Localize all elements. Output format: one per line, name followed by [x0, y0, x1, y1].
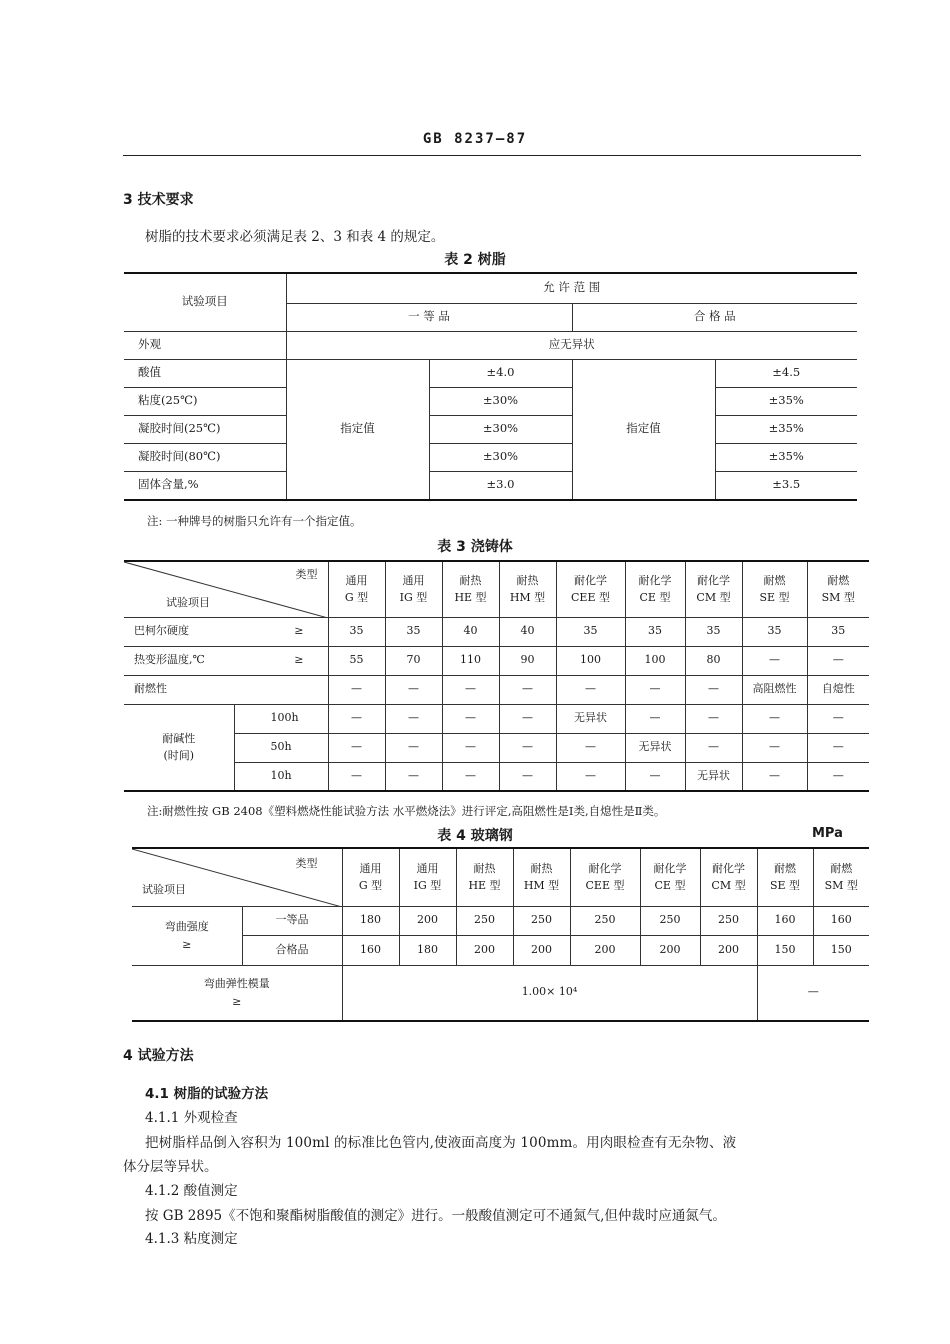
- t4-type: 耐化学 CE 型: [640, 848, 700, 906]
- t2-spec-1: 指定值: [286, 359, 429, 500]
- table-3-note: 注:耐燃性按 GB 2408《塑料燃烧性能试验方法 水平燃烧法》进行评定,高阻燃性是Ⅰ类,自熄性是Ⅱ类。: [147, 804, 666, 818]
- t3-cell: —: [385, 762, 442, 791]
- t3-cell: —: [442, 675, 499, 704]
- section-4-1-2-title: 4.1.2 酸值测定: [145, 1183, 238, 1199]
- t3-cell: —: [685, 704, 742, 733]
- t4-cell: 160: [813, 906, 869, 935]
- t3-cell: 自熄性: [807, 675, 869, 704]
- t3-cell: 35: [328, 617, 385, 646]
- t2-cell: ±4.5: [715, 359, 857, 387]
- t3-cell: —: [442, 733, 499, 762]
- header-rule: [123, 155, 861, 156]
- t2-cell: ±35%: [715, 415, 857, 443]
- t3-type: 耐热 HM 型: [499, 561, 556, 617]
- t2-cell: ±3.0: [429, 471, 572, 500]
- t4-type: 耐化学 CM 型: [700, 848, 757, 906]
- t4-diag-top: 类型: [295, 857, 318, 870]
- t3-cell: —: [499, 704, 556, 733]
- t3-cell: 35: [556, 617, 625, 646]
- t4-cell: 200: [640, 935, 700, 965]
- t2-cell: ±3.5: [715, 471, 857, 500]
- t2-cell: ±35%: [715, 443, 857, 471]
- t3-cell: 35: [625, 617, 685, 646]
- t2-grade-2: 合 格 品: [572, 303, 857, 331]
- t2-appearance-value: 应无异状: [286, 331, 857, 359]
- standard-code: GB 8237—87: [422, 131, 528, 147]
- t3-cell: 35: [742, 617, 807, 646]
- t4-modulus-value: 1.00× 10⁴: [342, 965, 757, 1021]
- t4-cell: 250: [700, 906, 757, 935]
- t4-type: 通用 IG 型: [399, 848, 456, 906]
- t3-cell: —: [685, 675, 742, 704]
- t3-cell: 100: [625, 646, 685, 675]
- t2-grade-1: 一 等 品: [286, 303, 572, 331]
- table-2-caption: 表 2 树脂: [444, 252, 506, 268]
- t3-cell: —: [328, 704, 385, 733]
- t4-cell: 160: [757, 906, 813, 935]
- t2-row-label: 外观: [124, 331, 286, 359]
- t3-cell: —: [625, 704, 685, 733]
- t4-cell: 250: [640, 906, 700, 935]
- table-4: [132, 847, 869, 1022]
- t3-cell: 无异状: [625, 733, 685, 762]
- t3-cell: —: [742, 733, 807, 762]
- t3-type: 耐化学 CE 型: [625, 561, 685, 617]
- section-4-1-3-title: 4.1.3 粘度测定: [145, 1231, 238, 1247]
- t3-diag-top: 类型: [295, 568, 318, 581]
- t3-cell: 35: [807, 617, 869, 646]
- t2-row-label: 凝胶时间(80℃): [124, 443, 286, 471]
- t4-type: 耐燃 SE 型: [757, 848, 813, 906]
- t3-cell: —: [442, 762, 499, 791]
- t3-cell: —: [499, 762, 556, 791]
- t3-type: 通用 G 型: [328, 561, 385, 617]
- section-4-1-title: 4.1 树脂的试验方法: [145, 1086, 269, 1102]
- t3-cell: 40: [499, 617, 556, 646]
- t3-type: 通用 IG 型: [385, 561, 442, 617]
- t2-row-label: 粘度(25℃): [124, 387, 286, 415]
- t4-modulus-label: 弯曲弹性模量 ≥: [132, 965, 342, 1021]
- t3-cell: 70: [385, 646, 442, 675]
- t3-cell: —: [742, 704, 807, 733]
- t3-diag-header: [124, 561, 328, 617]
- t4-type: 通用 G 型: [342, 848, 399, 906]
- t3-cell: —: [385, 733, 442, 762]
- section-4-1-1-para-1: 把树脂样品倒入容积为 100ml 的标准比色管内,使液面高度为 100mm。用肉眼检查有无杂物、液: [145, 1135, 737, 1151]
- t2-head-item: 试验项目: [124, 273, 286, 331]
- t4-cell: 150: [757, 935, 813, 965]
- section-3-intro: 树脂的技术要求必须满足表 2、3 和表 4 的规定。: [145, 229, 445, 245]
- section-4-1-1-title: 4.1.1 外观检查: [145, 1110, 238, 1126]
- t3-type: 耐燃 SE 型: [742, 561, 807, 617]
- section-4-1-1-para-2: 体分层等异状。: [123, 1159, 218, 1175]
- t3-alkali-time: 100h: [234, 704, 328, 733]
- section-4-1-2-para: 按 GB 2895《不饱和聚酯树脂酸值的测定》进行。一般酸值测定可不通氮气,但仲裁时应通氮气。: [145, 1208, 726, 1224]
- t3-row-flame: 耐燃性: [124, 675, 328, 704]
- t3-cell: 40: [442, 617, 499, 646]
- t3-cell: —: [807, 733, 869, 762]
- t4-type: 耐燃 SM 型: [813, 848, 869, 906]
- t3-cell: —: [625, 762, 685, 791]
- t4-cell: 200: [399, 906, 456, 935]
- table-4-unit: MPa: [812, 826, 843, 841]
- t3-alkali-time: 10h: [234, 762, 328, 791]
- t4-type: 耐热 HE 型: [456, 848, 513, 906]
- t3-type: 耐燃 SM 型: [807, 561, 869, 617]
- t2-cell: ±4.0: [429, 359, 572, 387]
- t3-row-hdt: 热变形温度,℃ ≥: [124, 646, 328, 675]
- t3-cell: —: [556, 675, 625, 704]
- t4-cell: 200: [456, 935, 513, 965]
- t3-alkali-time: 50h: [234, 733, 328, 762]
- t3-cell: 110: [442, 646, 499, 675]
- t3-cell: —: [556, 762, 625, 791]
- t3-cell: —: [442, 704, 499, 733]
- table-2-note: 注: 一种牌号的树脂只允许有一个指定值。: [147, 514, 362, 528]
- t4-cell: 200: [700, 935, 757, 965]
- t4-cell: 250: [456, 906, 513, 935]
- t4-grade: 合格品: [242, 935, 342, 965]
- t3-cell: —: [742, 762, 807, 791]
- t3-cell: 高阻燃性: [742, 675, 807, 704]
- t4-grade: 一等品: [242, 906, 342, 935]
- t3-cell: —: [625, 675, 685, 704]
- t4-cell: 150: [813, 935, 869, 965]
- t2-head-range: 允 许 范 围: [286, 273, 857, 303]
- t3-type: 耐热 HE 型: [442, 561, 499, 617]
- t4-type: 耐化学 CEE 型: [570, 848, 640, 906]
- table-3-caption: 表 3 浇铸体: [437, 539, 513, 555]
- t2-row-label: 凝胶时间(25℃): [124, 415, 286, 443]
- t3-diag-bottom: 试验项目: [166, 595, 210, 609]
- t3-cell: —: [328, 675, 385, 704]
- t4-cell: 200: [570, 935, 640, 965]
- t4-cell: 250: [513, 906, 570, 935]
- t2-row-label: 固体含量,%: [124, 471, 286, 500]
- t2-cell: ±35%: [715, 387, 857, 415]
- table-3: [124, 560, 869, 792]
- t4-modulus-other: —: [757, 965, 869, 1021]
- t3-cell: —: [499, 675, 556, 704]
- section-3-title: 3 技术要求: [123, 192, 194, 208]
- t3-cell: 35: [385, 617, 442, 646]
- t3-type: 耐化学 CEE 型: [556, 561, 625, 617]
- t3-cell: 100: [556, 646, 625, 675]
- t4-diag-bottom: 试验项目: [142, 882, 186, 896]
- t3-cell: —: [385, 704, 442, 733]
- t3-cell: —: [807, 704, 869, 733]
- t3-cell: 无异状: [556, 704, 625, 733]
- t4-cell: 200: [513, 935, 570, 965]
- t4-flex-label: 弯曲强度 ≥: [132, 906, 242, 965]
- t2-spec-2: 指定值: [572, 359, 715, 500]
- t4-cell: 180: [342, 906, 399, 935]
- t3-cell: —: [328, 733, 385, 762]
- t3-cell: —: [556, 733, 625, 762]
- section-4-title: 4 试验方法: [123, 1048, 194, 1064]
- t4-cell: 160: [342, 935, 399, 965]
- t3-cell: —: [328, 762, 385, 791]
- t3-type: 耐化学 CM 型: [685, 561, 742, 617]
- t3-cell: 35: [685, 617, 742, 646]
- t2-row-label: 酸值: [124, 359, 286, 387]
- t3-row-hardness: 巴柯尔硬度 ≥: [124, 617, 328, 646]
- t3-cell: —: [742, 646, 807, 675]
- t2-cell: ±30%: [429, 443, 572, 471]
- t3-cell: 90: [499, 646, 556, 675]
- t3-cell: —: [385, 675, 442, 704]
- t4-type: 耐热 HM 型: [513, 848, 570, 906]
- t3-cell: —: [499, 733, 556, 762]
- t3-cell: 55: [328, 646, 385, 675]
- t3-cell: —: [807, 646, 869, 675]
- t4-cell: 180: [399, 935, 456, 965]
- t2-cell: ±30%: [429, 415, 572, 443]
- t3-cell: —: [685, 733, 742, 762]
- t3-cell: —: [807, 762, 869, 791]
- t4-cell: 250: [570, 906, 640, 935]
- table-2: [124, 272, 857, 501]
- t3-cell: 无异状: [685, 762, 742, 791]
- t3-alkali-label: 耐碱性 (时间): [124, 704, 234, 791]
- t3-cell: 80: [685, 646, 742, 675]
- table-4-caption: 表 4 玻璃钢: [437, 828, 513, 844]
- t4-diag-header: [132, 848, 342, 906]
- t2-cell: ±30%: [429, 387, 572, 415]
